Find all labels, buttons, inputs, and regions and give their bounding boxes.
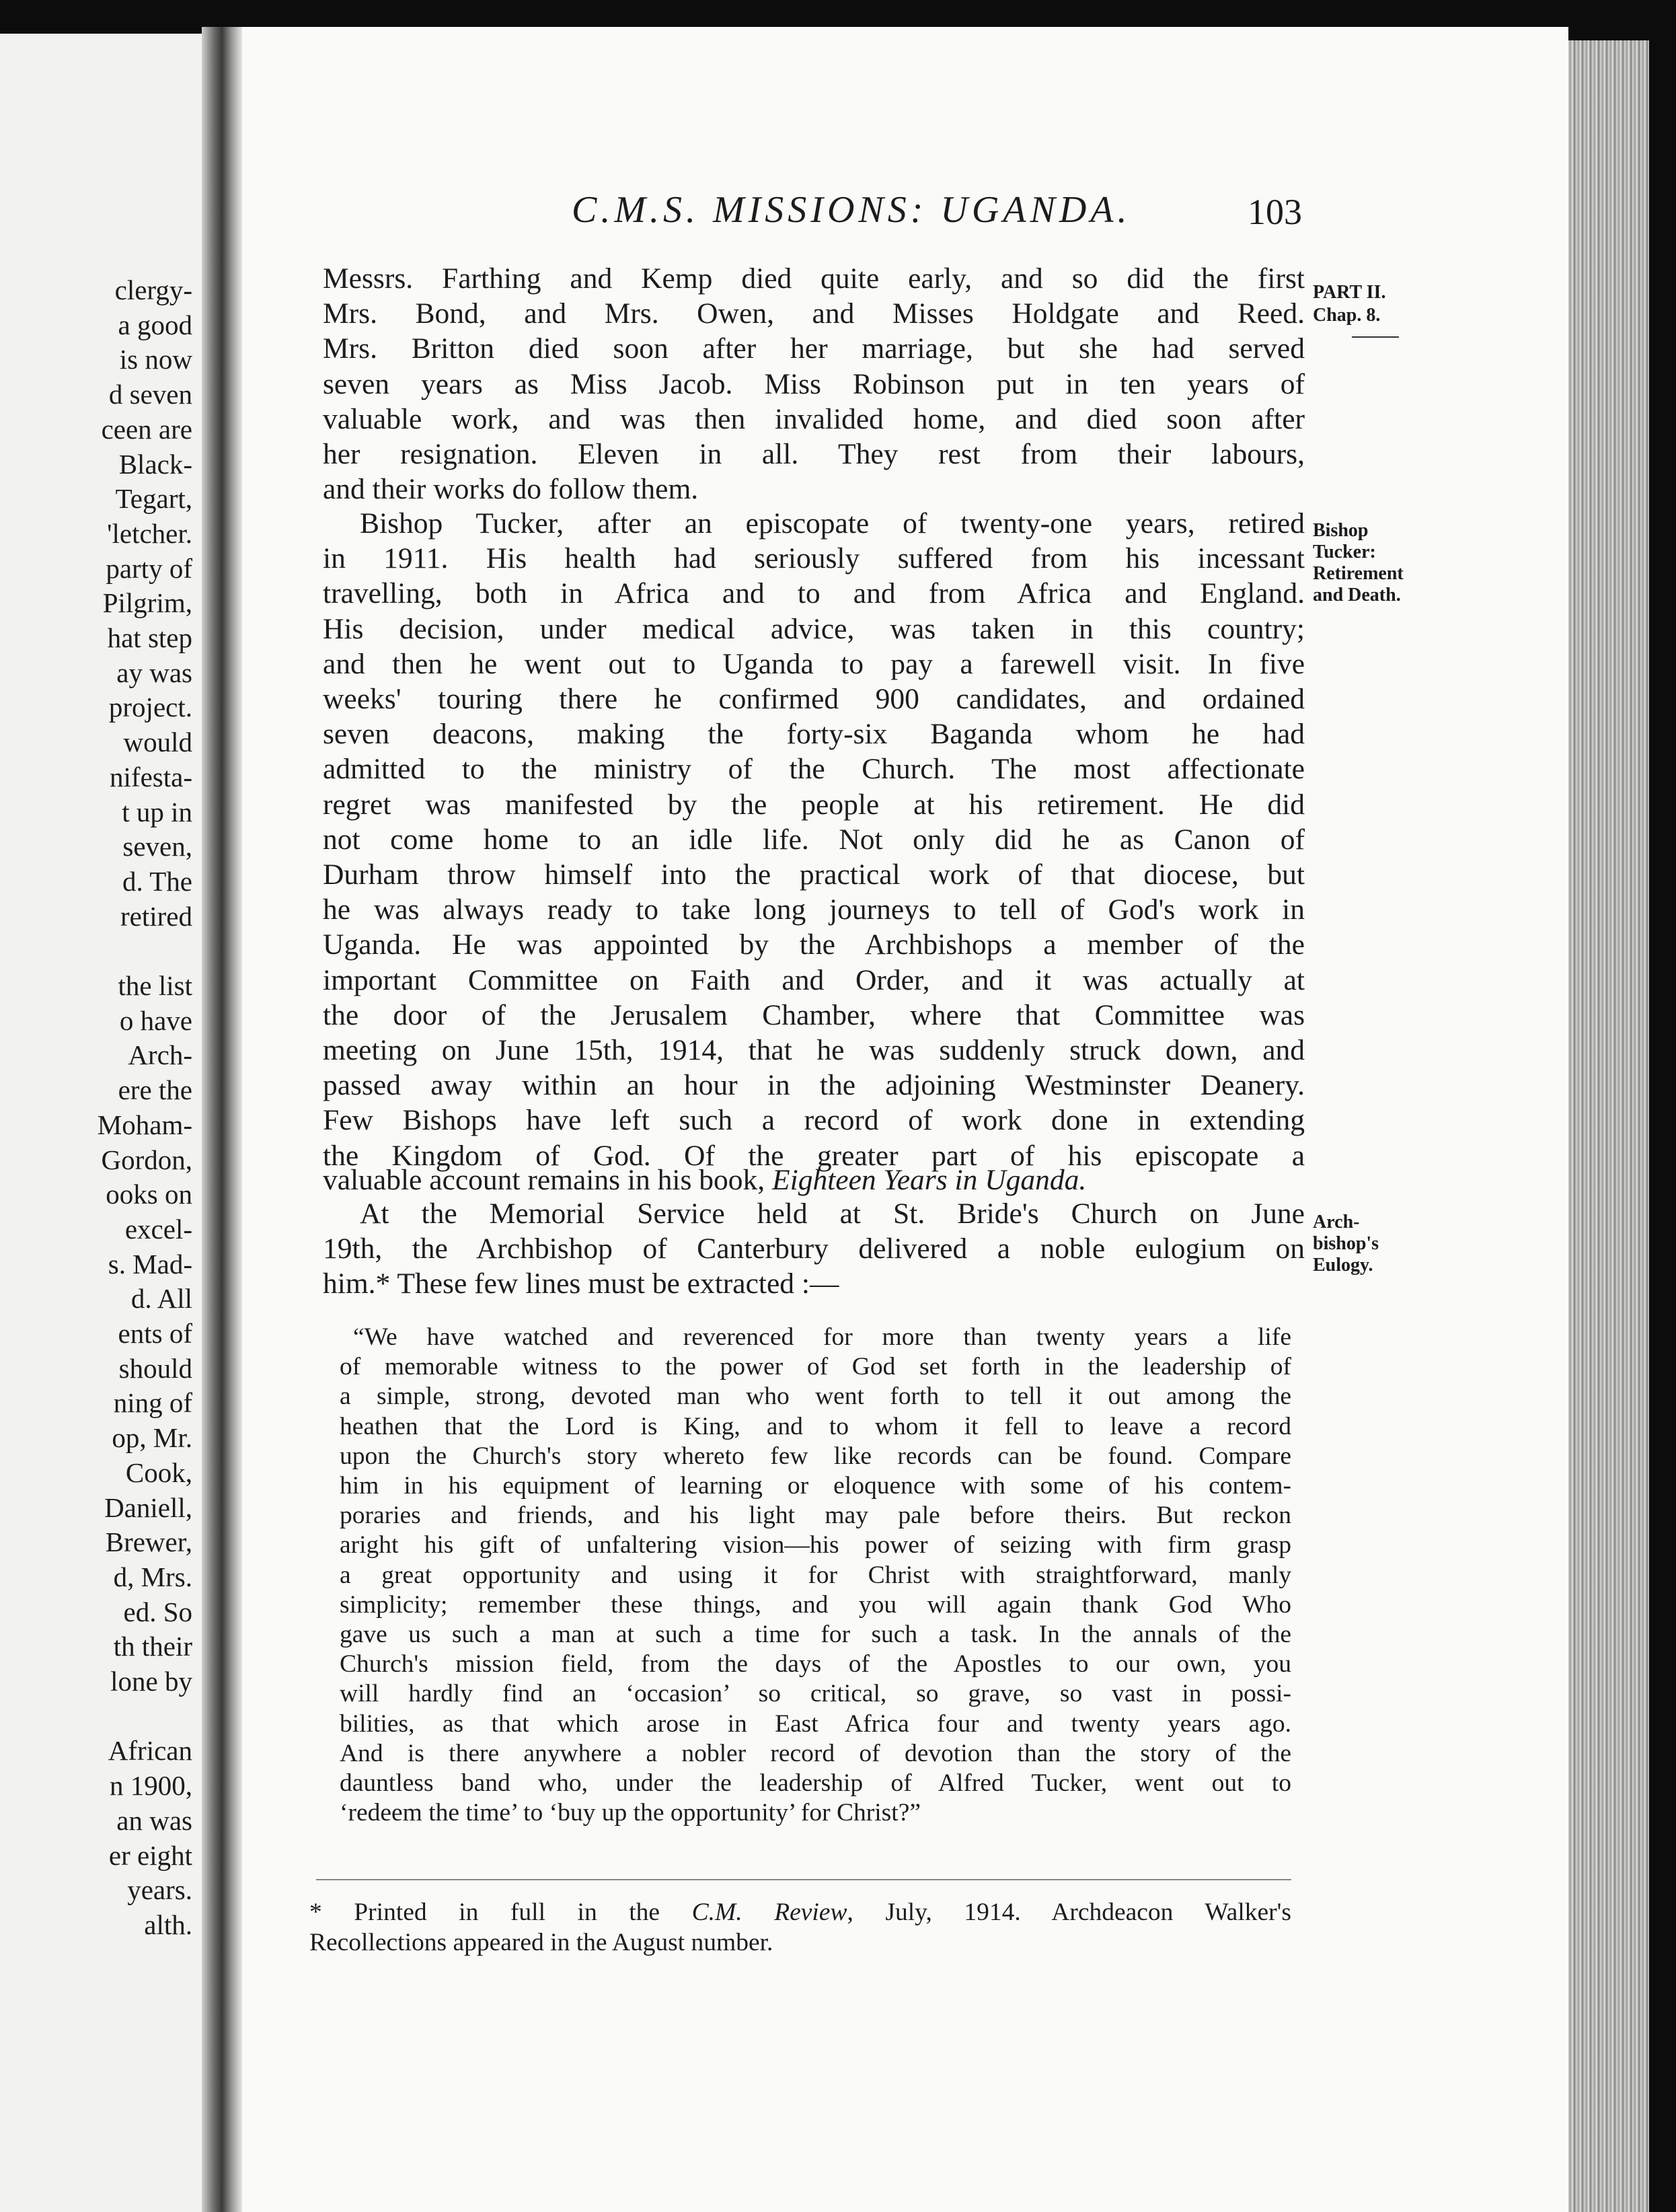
body-line: not come home to an idle life. Not only did he as Canon of (323, 823, 1305, 856)
left-page-line: Gordon, (101, 1144, 192, 1175)
left-page-line: retired (120, 900, 192, 932)
body-line: valuable work, and was then invalided home, and died soon after (323, 402, 1305, 435)
left-page-line: is now (119, 344, 192, 375)
sidenote-line: Retirement (1313, 563, 1404, 584)
quote-line: a great opportunity and using it for Christ with straightforward, manly (340, 1561, 1291, 1589)
body-line: admitted to the ministry of the Church. The most affectionate (323, 753, 1305, 786)
page-edges (1568, 40, 1649, 2212)
body-line: meeting on June 15th, 1914, that he was suddenly struck down, and (323, 1034, 1305, 1066)
left-page-line: Moham- (97, 1109, 192, 1140)
quote-line: gave us such a man at such a time for such a task. In the annals of the (340, 1621, 1291, 1648)
sidenote-line: Chap. 8. (1313, 305, 1381, 326)
footnote-line (309, 1897, 1291, 1927)
quote-line: of memorable witness to the power of God set forth in the leadership of (340, 1353, 1291, 1381)
scan-border (1649, 0, 1676, 2212)
left-page-line: t up in (122, 796, 192, 827)
left-page-line: Pilgrim, (102, 587, 192, 619)
footnote-text: * Printed in full in the (309, 1898, 692, 1926)
body-line: passed away within an hour in the adjoining Westminster Deanery. (323, 1069, 1305, 1102)
left-page-line: s. Mad- (108, 1248, 192, 1280)
left-page-line: d. The (122, 865, 192, 897)
left-page-line: ed. So (123, 1596, 192, 1627)
sidenote-line: PART II. (1313, 282, 1386, 303)
left-page-line: African (108, 1735, 192, 1767)
sidenote-line: bishop's (1313, 1233, 1379, 1254)
left-page-line: ere the (118, 1074, 192, 1106)
sidenote-rule (1352, 336, 1399, 338)
body-line: At the Memorial Service held at St. Bride's Church on June (360, 1197, 1305, 1230)
left-page-line: er eight (108, 1839, 192, 1871)
body-line: Few Bishops have left such a record of work done in extending (323, 1104, 1305, 1137)
sidenote-line: Arch- (1313, 1212, 1360, 1232)
left-page-line: d. All (130, 1283, 192, 1315)
quote-line: heathen that the Lord is King, and to whom it fell to leave a record (340, 1412, 1291, 1440)
left-page-line: Daniell, (104, 1491, 192, 1523)
left-page-line: alth. (144, 1909, 192, 1940)
left-page-line: should (118, 1352, 192, 1384)
quote-line: aright his gift of unfaltering vision—his power of seizing with firm grasp (340, 1531, 1291, 1559)
left-page-line: op, Mr. (112, 1422, 192, 1454)
body-line: His decision, under medical advice, was taken in this country; (323, 612, 1305, 645)
left-page-line: th their (113, 1631, 192, 1662)
body-line: the door of the Jerusalem Chamber, where that Committee was (323, 998, 1305, 1031)
quote-line: simplicity; remember these things, and you will again thank God Who (340, 1590, 1291, 1619)
quote-line: upon the Church's story whereto few like records can be found. Compare (340, 1442, 1291, 1470)
quote-line: will hardly find an ‘occasion’ so critical, so grave, so vast in possi- (340, 1680, 1291, 1708)
sidenote-line: Eulogy. (1313, 1255, 1373, 1276)
left-page-line: n 1900, (110, 1770, 192, 1802)
left-page-line: seven, (122, 831, 192, 862)
footnote-text: , July, 1914. Archdeacon Walker's (847, 1898, 1291, 1926)
sidenote-line: Tucker: (1313, 542, 1376, 562)
quote-line: a simple, strong, devoted man who went forth to tell it out among the (340, 1382, 1291, 1411)
body-line: her resignation. Eleven in all. They rest from their labours, (323, 438, 1305, 470)
left-facing-page (0, 34, 202, 2212)
left-page-line: ents of (118, 1318, 192, 1349)
left-page-line: party of (106, 552, 192, 584)
footnote-line: Recollections appeared in the August number. (309, 1929, 773, 1956)
body-line: in 1911. His health had seriously suffered from his incessant (323, 542, 1305, 575)
footnote-rule (316, 1879, 1291, 1880)
left-page-line: d seven (108, 379, 192, 410)
quote-line: him in his equipment of learning or eloquence with some of his contem- (340, 1472, 1291, 1500)
left-page-line: lone by (110, 1666, 192, 1697)
left-page-line: Brewer, (105, 1526, 192, 1558)
body-line: travelling, both in Africa and to and from Africa and England. (323, 577, 1305, 610)
body-line: important Committee on Faith and Order, and it was actually at (323, 963, 1305, 996)
left-page-line: Cook, (125, 1457, 192, 1488)
left-page-line: clergy- (114, 274, 192, 305)
body-line: and their works do follow them. (323, 473, 699, 506)
left-page-line: Arch- (128, 1039, 192, 1071)
left-page-line: o have (119, 1004, 192, 1036)
quote-line: “We have watched and reverenced for more than twenty years a life (353, 1323, 1291, 1351)
page-number: 103 (1248, 192, 1302, 232)
body-line: Bishop Tucker, after an episcopate of twenty-one years, retired (360, 507, 1305, 540)
left-page-line: excel- (124, 1213, 192, 1245)
left-page-line: project. (108, 692, 192, 723)
body-line: Uganda. He was appointed by the Archbishops a member of the (323, 928, 1305, 961)
body-line: and then he went out to Uganda to pay a farewell visit. In five (323, 647, 1305, 680)
sidenote-line: and Death. (1313, 585, 1401, 605)
left-page-line: ooks on (106, 1179, 192, 1210)
body-line: weeks' touring there he confirmed 900 candidates, and ordained (323, 683, 1305, 715)
body-line: Durham throw himself into the practical work of that diocese, but (323, 858, 1305, 891)
running-head: C.M.S. MISSIONS: UGANDA. (572, 189, 1131, 231)
quote-line: ‘redeem the time’ to ‘buy up the opportunity’ for Christ?” (340, 1799, 921, 1827)
quote-line: bilities, as that which arose in East Africa four and twenty years ago. (340, 1709, 1291, 1738)
body-line: 19th, the Archbishop of Canterbury delivered a noble eulogium on (323, 1232, 1305, 1265)
left-page-line: hat step (107, 622, 192, 653)
sidenote-line: Bishop (1313, 520, 1369, 541)
book-gutter (202, 27, 242, 2212)
body-line: seven deacons, making the forty-six Baganda whom he had (323, 718, 1305, 751)
body-line: the Kingdom of God. Of the greater part of his episcopate a (323, 1139, 1305, 1172)
left-page-line: Tegart, (115, 483, 192, 515)
left-page-line: 'letcher. (107, 517, 192, 549)
left-page-line: would (123, 727, 192, 758)
body-line: him.* These few lines must be extracted :— (323, 1267, 839, 1300)
left-page-line: an was (116, 1804, 192, 1836)
left-page-line: years. (127, 1874, 192, 1906)
journal-title: C.M. Review (691, 1898, 847, 1926)
body-line: Mrs. Bond, and Mrs. Owen, and Misses Holdgate and Reed. (323, 297, 1305, 330)
left-page-line: Black- (118, 448, 192, 480)
body-line (323, 1163, 1305, 1197)
left-page-line: ceen are (101, 413, 192, 445)
quote-line: dauntless band who, under the leadership of Alfred Tucker, went out to (340, 1769, 1291, 1797)
body-line-text: valuable account remains in his book, (323, 1164, 773, 1196)
body-line: regret was manifested by the people at his retirement. He did (323, 788, 1305, 821)
quote-line: And is there anywhere a nobler record of devotion than the story of the (340, 1739, 1291, 1767)
quote-line: poraries and friends, and his light may pale before theirs. But reckon (340, 1502, 1291, 1530)
book-title: Eighteen Years in Uganda. (772, 1164, 1087, 1196)
left-page-line: a good (118, 309, 192, 340)
left-page-line: ay was (116, 657, 192, 688)
body-line: he was always ready to take long journeys to tell of God's work in (323, 893, 1305, 926)
left-page-line: ning of (113, 1387, 192, 1419)
left-page-line: nifesta- (110, 761, 192, 792)
body-line: seven years as Miss Jacob. Miss Robinson put in ten years of (323, 367, 1305, 400)
body-line: Messrs. Farthing and Kemp died quite early, and so did the first (323, 262, 1305, 295)
quote-line: Church's mission field, from the days of the Apostles to our own, you (340, 1650, 1291, 1679)
left-page-line: the list (118, 970, 192, 1001)
body-line: Mrs. Britton died soon after her marriage, but she had served (323, 332, 1305, 365)
left-page-line: d, Mrs. (113, 1561, 192, 1592)
